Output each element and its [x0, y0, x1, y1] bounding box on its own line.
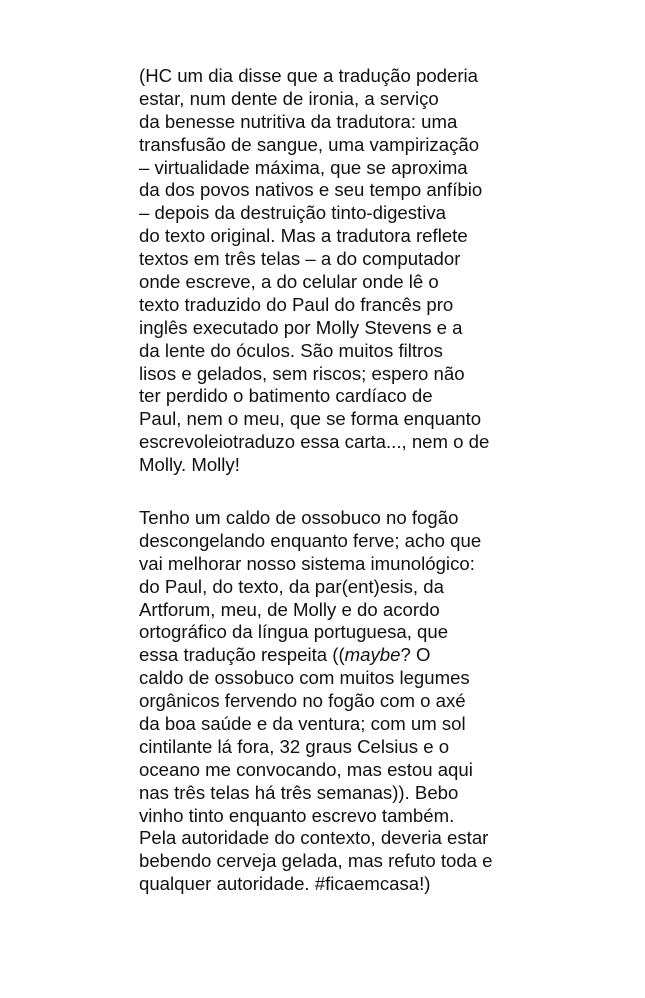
text-line: texto traduzido do Paul do francês pro — [139, 293, 454, 315]
text-line: qualquer autoridade. #ficaemcasa!) — [139, 873, 431, 895]
text-line: caldo de ossobuco com muitos legumes — [139, 667, 470, 689]
text-line: estar, num dente de ironia, a serviço — [139, 87, 439, 109]
text-line: Tenho um caldo de ossobuco no fogão — [139, 507, 459, 528]
text-run: essa tradução respeita (( — [139, 644, 345, 666]
text-line: cintilante lá fora, 32 graus Celsius e o — [139, 735, 450, 757]
text-line: descongelando enquanto ferve; acho que — [139, 529, 482, 551]
text-run: ? O — [400, 644, 431, 666]
text-line: da benesse nutritiva da tradutora: uma — [139, 110, 458, 132]
text-line: oceano me convocando, mas estou aqui — [139, 758, 473, 780]
text-line: Pela autoridade do contexto, deveria estar — [139, 827, 489, 849]
text-line: onde escreve, a do celular onde lê o — [139, 271, 439, 293]
paragraph-2 — [139, 507, 519, 896]
text-line: lisos e gelados, sem riscos; espero não — [139, 362, 465, 384]
text-line: Artforum, meu, de Molly e do acordo — [139, 598, 440, 620]
text-line: escrevoleiotraduzo essa carta..., nem o de — [139, 431, 490, 453]
text-line: ortográfico da língua portuguesa, que — [139, 621, 449, 643]
text-line: da boa saúde e da ventura; com um sol — [139, 713, 466, 735]
text-line: (HC um dia disse que a tradução poderia — [139, 65, 479, 86]
text-line: vinho tinto enquanto escrevo também. — [139, 804, 455, 826]
text-line: nas três telas há três semanas)). Bebo — [139, 781, 459, 803]
text-line: inglês executado por Molly Stevens e a — [139, 316, 463, 338]
text-line: Molly. Molly! — [139, 454, 240, 476]
text-line: do Paul, do texto, da par(ent)esis, da — [139, 575, 444, 597]
text-line: orgânicos fervendo no fogão com o axé — [139, 690, 466, 712]
text-line: do texto original. Mas a tradutora reflete — [139, 225, 468, 247]
text-line: da dos povos nativos e seu tempo anfíbio — [139, 179, 483, 201]
text-line: ter perdido o batimento cardíaco de — [139, 385, 433, 407]
text-line-with-italic — [139, 644, 519, 667]
text-line: textos em três telas – a do computador — [139, 248, 461, 270]
text-line: bebendo cerveja gelada, mas refuto toda e — [139, 850, 493, 872]
italic-word: maybe — [344, 644, 401, 666]
text-line: vai melhorar nosso sistema imunológico: — [139, 552, 475, 574]
text-line: Paul, nem o meu, que se forma enquanto — [139, 408, 482, 430]
text-line: – depois da destruição tinto-digestiva — [139, 202, 446, 224]
text-line: da lente do óculos. São muitos filtros — [139, 339, 443, 361]
text-line: – virtualidade máxima, que se aproxima — [139, 156, 468, 178]
paragraph-1 — [139, 65, 519, 477]
text-line: transfusão de sangue, uma vampirização — [139, 133, 480, 155]
